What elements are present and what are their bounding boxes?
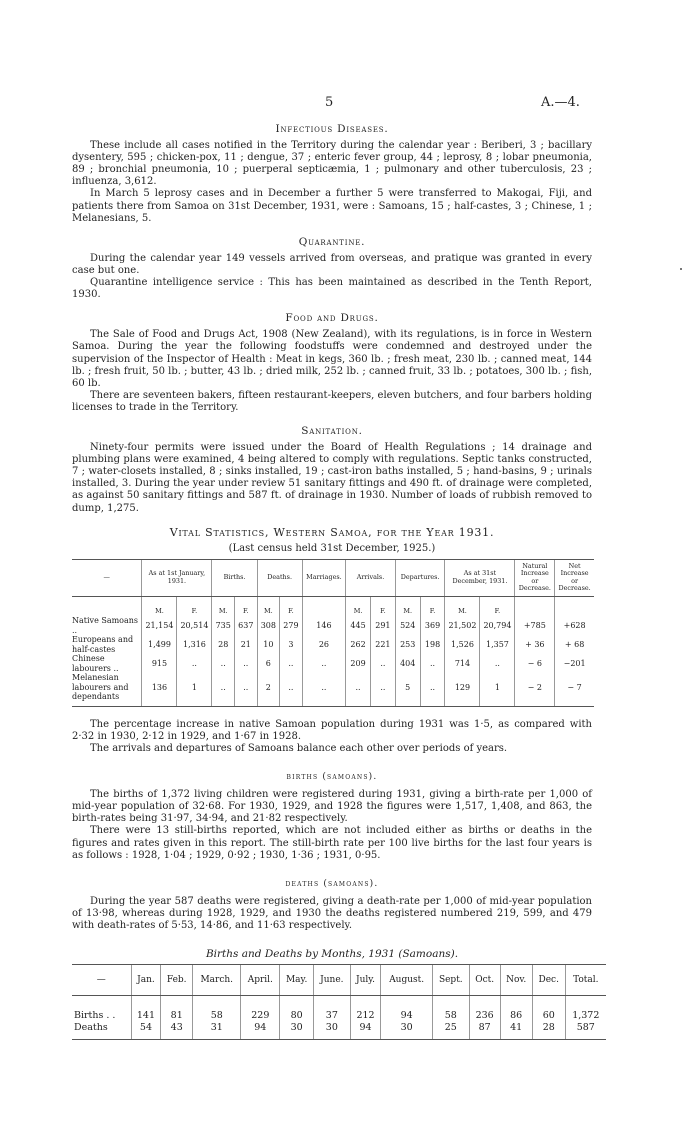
vs-header-departures: Departures. bbox=[395, 559, 445, 596]
births-heading: births (samoans). bbox=[286, 772, 378, 783]
vs-header-births: Births. bbox=[212, 559, 257, 596]
births-deaths-table-title: Births and Deaths by Months, 1931 (Samoans). bbox=[205, 948, 459, 961]
page-number: 5 bbox=[325, 95, 334, 110]
food-paragraph-1: The Sale of Food and Drugs Act, 1908 (New Zealand), with its regulations, is in force in Western Samoa. During the year the following foodstuffs were condemned and destroyed under the supervision of the Inspector of Health : Meat in kegs, 360 lb. ; fresh meat, 230 lb. ; canned meat, 144 lb. ; fresh fruit, 50 lb. ; butter, 43 lb. ; dried milk, 252 lb. ; canned fruit, 33 lb. ; potatoes, 300 lb. ; fish, 60 lb. bbox=[72, 329, 592, 389]
vs-mf-row: M. F. M. F. M. F. M. F. M. F. M. F. bbox=[72, 596, 594, 616]
deaths-paragraph-1: During the year 587 deaths were registered, giving a death-rate per 1,000 of mid-year population of 13·98, whereas during 1928, 1929, and 1930 the deaths registered numbered 219, 599, and 479 with death-rates of 5·53, 14·86, and 11·63 respectively. bbox=[72, 895, 592, 932]
deaths-heading: deaths (samoans). bbox=[285, 878, 379, 889]
births-paragraph-2: There were 13 still-births reported, which are not included either as births or deaths in the figures and rates given in this report. The still-birth rate per 100 live births for the last four years is as follows : 1928, 1·04 ; 1929, 0·92 ; 1930, 1·36 ; 1931, 0·95. bbox=[72, 825, 592, 861]
births-paragraph-1: The births of 1,372 living children were registered during 1931, giving a birth-rate per 1,000 of mid-year population of 32·68. For 1930, 1929, and 1928 the figures were 1,517, 1,408, and 863, the birth-rates being 31·97, 34·94, and 21·82 respectively. bbox=[72, 789, 592, 825]
infectious-diseases-heading: Infectious Diseases. bbox=[275, 123, 389, 135]
document-reference: A.—4. bbox=[541, 95, 580, 110]
vs-header-blank: — bbox=[72, 559, 142, 596]
vs-header-arrivals: Arrivals. bbox=[346, 559, 396, 596]
page-content bbox=[72, 123, 600, 1040]
vs-header-dec: As at 31st December, 1931. bbox=[445, 559, 515, 596]
vital-statistics-subtitle: (Last census held 31st December, 1925.) bbox=[228, 542, 436, 554]
quarantine-paragraph-2: Quarantine intelligence service : This has been maintained as described in the Tenth Report, 1930. bbox=[72, 277, 592, 301]
vs-row-chinese: Chinese labourers .. 915 .. .. .. 6 .. .. 209 .. 404 .. 714 .. − 6 −201 bbox=[72, 654, 594, 673]
stray-mark bbox=[680, 268, 682, 270]
vs-row-europeans: Europeans and half-castes 1,499 1,316 28 21 10 3 26 262 221 253 198 1,526 1,357 + 36 + 68 bbox=[72, 635, 594, 654]
quarantine-paragraph-1: During the calendar year 149 vessels arrived from overseas, and pratique was granted in every case but one. bbox=[72, 252, 592, 276]
sanitation-paragraph-1: Ninety-four permits were issued under the Board of Health Regulations ; 14 drainage and plumbing plans were examined, 4 being altered to comply with regulations. Septic tanks constructed, 7 ; water-closets installed, 8 ; sinks installed, 19 ; cast-iron baths installed, 5 ; hand-basins, 9 ; urinals installed, 3. During the year under review 51 sanitary fittings and 490 ft. of drainage were completed, as against 50 sanitary fittings and 587 ft. of drainage in 1930. Number of loads of rubbish removed to dump, 1,275. bbox=[72, 442, 592, 514]
vs-row-melanesian: Melanesian labourers and dependants 136 1 .. .. 2 .. .. .. .. 5 .. 129 1 − 2 − 7 bbox=[72, 673, 594, 706]
bd-row-births: Births . . 141 81 58 229 80 37 212 94 58 236 86 60 1,372 bbox=[72, 996, 606, 1023]
vs-header-jan: As at 1st January, 1931. bbox=[142, 559, 212, 596]
births-deaths-table bbox=[72, 964, 606, 1039]
after-vital-paragraph-2: The arrivals and departures of Samoans balance each other over periods of years. bbox=[90, 743, 508, 754]
sanitation-heading: Sanitation. bbox=[301, 424, 363, 437]
food-paragraph-2: There are seventeen bakers, fifteen restaurant-keepers, eleven butchers, and four barbers holding licenses to trade in the Territory. bbox=[72, 389, 592, 413]
after-vital-paragraph-1: The percentage increase in native Samoan population during 1931 was 1·5, as compared with 2·32 in 1930, 2·12 in 1929, and 1·67 in 1928. bbox=[72, 718, 592, 742]
vs-header-deaths: Deaths. bbox=[257, 559, 302, 596]
vs-header-net: Net Increase or Decrease. bbox=[555, 559, 594, 596]
quarantine-heading: Quarantine. bbox=[298, 235, 366, 248]
bd-header-row: — Jan. Feb. March. April. May. June. July. August. Sept. Oct. Nov. Dec. Total. bbox=[72, 965, 606, 996]
vital-statistics-title: Vital Statistics, Western Samoa, for the Year 1931. bbox=[169, 525, 495, 539]
vs-row-native-samoans: Native Samoans .. 21,154 20,514 735 637 308 279 146 445 291 524 369 21,502 20,794 +785 +628 bbox=[72, 616, 594, 635]
infectious-paragraph-2: In March 5 leprosy cases and in December a further 5 were transferred to Makogai, Fiji, and patients there from Samoa on 31st December, 1931, were : Samoans, 15 ; half-castes, 3 ; Chinese, 1 ; Melanesians, 5. bbox=[72, 188, 592, 224]
bd-row-deaths: Deaths 54 43 31 94 30 30 94 30 25 87 41 28 587 bbox=[72, 1022, 606, 1039]
food-drugs-heading: Food and Drugs. bbox=[285, 312, 379, 325]
vital-statistics-table bbox=[72, 559, 594, 707]
infectious-paragraph-1: These include all cases notified in the Territory during the calendar year : Beriberi, 3 ; bacillary dysentery, 595 ; chicken-pox, 11 ; dengue, 37 ; enteric fever group, 44 ; leprosy, 8 ; lobar pneumonia, 89 ; bronchial pneumonia, 10 ; puerperal septicæmia, 1 ; pulmonary and other tuberculosis, 23 ; influenza, 3,612. bbox=[72, 140, 592, 188]
vs-header-natural: Natural Increase or Decrease. bbox=[515, 559, 555, 596]
vs-header-marriages: Marriages. bbox=[302, 559, 345, 596]
